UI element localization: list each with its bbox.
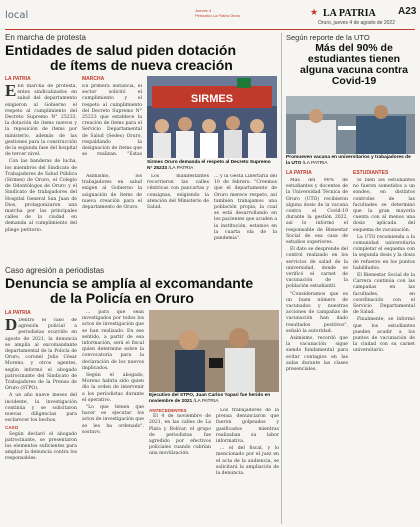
story1-headline — [5, 43, 280, 72]
dropcap: E — [5, 84, 17, 100]
story2-col1-subhead: CASO — [5, 425, 19, 431]
sidebar-caption-bold: Promueven vacuna en universitarios y trabajadores de la UTO — [286, 155, 411, 166]
protest-banner-text: SIRMES — [190, 93, 234, 105]
dateline: Oruro, jueves 4 de agosto de 2022 — [318, 20, 395, 26]
sidebar-col2-head: ESTUDIANTES — [353, 170, 389, 176]
header-midline — [195, 8, 240, 18]
photo2-caption-credit: /LA PATRIA — [193, 399, 219, 404]
photo1-caption — [147, 160, 277, 172]
sidebar-headline-line2: estudiantes tienen — [307, 53, 401, 66]
story2-col4: Los trabajadores de la prensa denunciaron que fueron golpeados y gasificados mientras realizaban su labor informativa. ... el del fiscal, y lo mencionado por el juez en el acta de la audiencia, se solicitará la ampliación de la denuncia. — [216, 408, 279, 477]
photo-journalist — [149, 310, 279, 392]
story2-headline-line1: Denuncia se amplía al excomandante — [5, 275, 254, 291]
story2-col3-subhead: ANTECEDENTES — [149, 408, 187, 413]
sidebar-headline-line1: Más del 90% de — [315, 42, 393, 54]
header-rule — [5, 29, 415, 30]
sidebar-caption-credit: /LA PATRIA — [302, 161, 328, 166]
journalist-illustration — [149, 310, 279, 392]
sidebar-col2: Si bien los estudiantes no fueron sometidos a un sondeo, en distintos controles de las facultades se determinó que la gran mayoría cuenta con al menos una dosis aplicada del esquema de vacunación. La UTO recomienda a la comunidad universitaria completar el esquema con la segunda dosis y la dosis de refuerzo en los puntos habilitados. El Bienestar Social de la Carrera continúa con las campañas en las facultades, en coordinación con el Servicio Departamental de Salud. Finalmente, se informó que los estudiantes pueden acudir a los puntos de vacunación de la ciudad con su carnet universitario. — [353, 178, 415, 354]
story1-kicker: En marcha de protesta — [5, 33, 86, 42]
sidebar-col1: Más del 90% de estudiantes y docentes de la Universidad Técnica de Oruro (UTO) recibieron alguna dosis de la vacuna contra el Covid-19 durante la gestión 2022, así lo informó el responsable de Bienestar Social de esa casa de estudios superiores. El dato se desprende del control realizado en los servicios de salud de la universidad, donde se verificó el carnet de vacunación de la población estudiantil. "Consideramos que es un buen número de vacunados y nuestras acciones de campañas de vacunación han dado resultados positivos", señaló la autoridad. Asimismo, recordó que la vacunación sigue siendo fundamental para evitar contagios en las aulas durante las clases presenciales. — [286, 178, 348, 373]
story2-kicker: Caso agresión a periodistas — [5, 266, 105, 275]
story1-col1-text: En marcha de protesta, entes sindicalizados en salud del departamento exigieron al Gobierno el respeto al cumplimiento del Decreto Supremo N° 25233, la dotación de ítems nuevos y la reposición de ítems por ministerio, además de las gestiones para la construcción de la segunda fase del hospital de tercer nivel. — [5, 84, 77, 158]
story2-col2: ... para que sean investigados por todos los actos de investigación que se han realizado. En ese sentido, a partir de esa información, será el fiscal quien determine sobre la convocatoria para la declaración de los nuevos implicados. Según el abogado, Moreno habría sido quien dio la orden de intervenir a los periodistas durante el operativo. "Lo que tienen que hacer es ejecutar los actos de investigación que se les ha ordenado", sostuvo. — [82, 310, 144, 435]
story1-byline: LA PATRIA — [5, 76, 31, 82]
sidebar-kicker: Según reporte de la UTO — [286, 33, 370, 42]
page-number: A23 — [398, 6, 417, 17]
photo-vaccination — [286, 96, 415, 154]
header-mid-line-1: Jueves 4 — [195, 8, 212, 13]
photo-protest — [147, 76, 277, 158]
dropcap-2: D — [5, 318, 18, 334]
sidebar-col2-text: Si bien los estudiantes no fueron sometidos a un sondeo, en distintos controles de las facultades se determinó que la gran mayoría cuenta con al menos una dosis aplicada del esquema de vacunación. — [353, 178, 415, 233]
story1-col2-head: MARCHA — [82, 76, 105, 82]
photo2-caption — [149, 393, 279, 405]
logo-star-icon: ★ — [310, 8, 319, 18]
sidebar-headline-line3: alguna vacuna contra — [300, 64, 408, 77]
column-divider — [281, 33, 282, 258]
story2-col1-text: Dentro el caso de agresión policial a periodistas ocurrido en agosto de 2021, la denuncia se amplía al excomandante departamental de la Policía de Oruro, coronel Julio César Moreno, y otros agentes, según informó el abogado patrocinante del Sindicato de Trabajadores de la Prensa de Oruro (STPO). — [5, 318, 77, 392]
story2-col3 — [149, 408, 211, 523]
photo1-caption-credit: /LA PATRIA — [168, 166, 194, 171]
story1-col2: En primera instancia, el sector solicitó el cumplimiento y el respeto al cumplimiento del Decreto Supremo N° 25233 que establece la creación de ítems para el Servicio Departamental de Salud (Sedes) Oruro, respaldando la designación de ítems que se realizan. "Estas — [82, 84, 142, 156]
story2-col3-text: El 4 de noviembre de 2021, en las calles de La Plata y Bolívar, el grupo de periodistas fue agredido por efectivos policiales cuando cubrían una movilización. — [149, 414, 211, 457]
story1-col3a: Los manifestantes recorrieron las calles céntricas con pancartas y consignas, exigiendo la atención del Ministerio de Salud. — [147, 174, 209, 211]
sidebar-caption — [286, 155, 415, 167]
header-mid-line-2: Periódico La Patria Oruro — [195, 13, 241, 18]
story2-col2-text: ... para que sean investigados por todos los actos de investigación que se han realizado. En ese sentido, a partir de esa información, será el fiscal quien determine sobre la convocatoria para la declaración de los nuevos implicados. — [82, 310, 144, 371]
story1-headline-line2: de ítems de nueva creación — [50, 56, 233, 73]
sidebar-headline — [290, 43, 418, 87]
sidebar-headline-line4: Covid-19 — [331, 75, 377, 88]
story2-headline-line2: de la Policía en Oruro — [50, 289, 194, 306]
vaccination-illustration — [286, 96, 415, 154]
protest-illustration — [147, 76, 277, 158]
page-header — [0, 0, 420, 30]
story2-byline: LA PATRIA — [5, 310, 31, 316]
story2-headline — [5, 276, 280, 305]
sidebar-byline: LA PATRIA — [286, 170, 312, 176]
story2-col4-text: ... el del fiscal, y lo mencionado por el juez en el acta de la audiencia, se solicitará la ampliación de la denuncia. — [216, 446, 279, 477]
story1-headline-line1: Entidades de salud piden dotación — [5, 42, 237, 58]
story2-col1: D Dentro el caso de agresión policial a periodistas ocurrido en agosto de 2021, la denuncia se amplía al excomandante departamental de la Policía de Oruro, coronel Julio César Moreno, y otros agentes, según informó el abogado patrocinante del Sindicato de Trabajadores de la Prensa de Oruro (STPO). A un año nueve meses del incidente, la investigación continúa y se solicitaron nuevas diligencias para esclarecer los hechos. CASO Según declaró el abogado patrocinante, se presentaron los elementos suficientes para ampliar la denuncia contra los responsables. — [5, 318, 77, 462]
newspaper-logo: LA PATRIA — [323, 8, 376, 19]
photo2-caption-bold: Ejecutivo del STPO, Juan Carlos Yapari fue herido en noviembre de 2021 — [149, 393, 271, 404]
column-divider-2 — [281, 262, 282, 524]
story1-col1b-text: Con las banderas de lucha, los miembros del Sindicato de Trabajadores de Salud Pública (Sirmes) de Oruro, el Colegio de Odontólogos de Oruro y el Sindicato de trabajadores del Hospital General San Juan de Dios, protagonizaron una marcha por las principales calles de la ciudad en demanda al cumplimiento del pliego petitorio. — [5, 159, 77, 233]
story1-col3: ... y la Gesta Libertaria del 10 de febrero. "Creemos que el departamento de Oruro merece respeto, así también trabajamos una población propia, la cual se está desarrollando en los pacientes que acuden a la institución, estamos en la cuarta ola de la pandemia". — [214, 174, 277, 242]
story1-col1 — [5, 84, 77, 294]
section-label: local — [5, 10, 29, 21]
story1-col2-cont: Asimismo, los trabajadores en salud exigen al Gobierno la asignación de ítems de nueva creación para el departamento de Oruro. — [82, 174, 142, 211]
photo1-caption-bold: Sirmes Oruro demanda el respeto al Decreto Supremo N° 25233 — [147, 160, 271, 171]
sidebar-col1-text: Más del 90% de estudiantes y docentes de la Universidad Técnica de Oruro (UTO) recibieron alguna dosis de la vacuna contra el Covid-19 durante la gestión 2022, así lo informó el responsable de Bienestar Social de esa casa de estudios superiores. — [286, 178, 348, 246]
